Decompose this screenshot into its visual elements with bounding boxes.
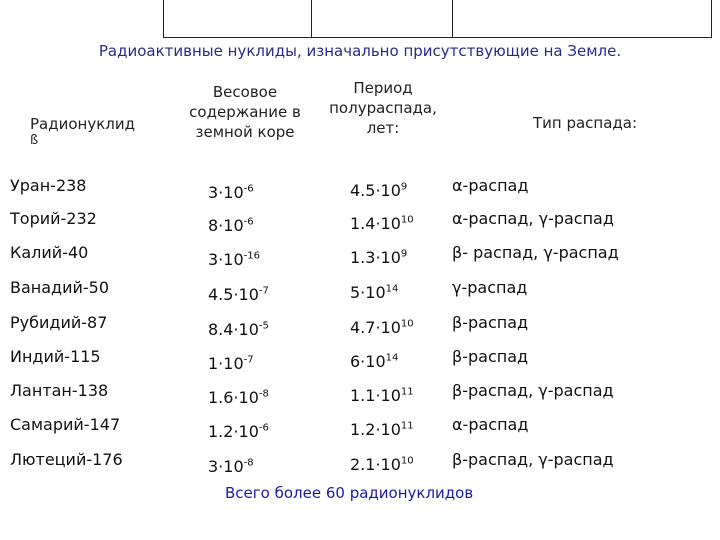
content-value [208, 285, 269, 304]
content-value [208, 388, 269, 407]
nuclide-name: Уран-238 [10, 176, 87, 195]
nuclide-name: Рубидий-87 [10, 313, 108, 332]
half-life-value [350, 248, 407, 267]
half-life-base: 4.5·10 [350, 181, 401, 200]
content-value [208, 457, 254, 476]
decay-type: β-распад, γ-распад [452, 381, 614, 400]
page-title: Радиоактивные нуклиды, изначально присутствующие на Земле. [98, 42, 622, 60]
content-value [208, 183, 254, 202]
content-base: 4.5·10 [208, 285, 259, 304]
half-life-exponent: 10 [400, 455, 414, 467]
content-base: 3·10 [208, 250, 244, 269]
half-life-base: 4.7·10 [350, 318, 401, 337]
decay-type: α-распад [452, 415, 529, 434]
decay-type: α-распад, γ-распад [452, 209, 614, 228]
content-base: 8·10 [208, 216, 244, 235]
content-exponent: -5 [258, 320, 269, 332]
nuclide-name: Ванадий-50 [10, 278, 110, 297]
content-exponent: -8 [243, 457, 254, 469]
top-table-cell-1 [163, 0, 312, 38]
nuclide-name: Индий-115 [10, 347, 101, 366]
half-life-base: 6·10 [350, 352, 386, 371]
header-nuclide-glyph: ß [30, 133, 39, 148]
content-base: 1.2·10 [208, 422, 259, 441]
nuclide-name: Калий-40 [10, 243, 89, 262]
half-life-exponent: 11 [400, 386, 414, 398]
content-base: 1·10 [208, 354, 244, 373]
content-exponent: -8 [258, 388, 269, 400]
decay-type: γ-распад [452, 278, 528, 297]
half-life-base: 1.1·10 [350, 386, 401, 405]
content-exponent: -7 [243, 354, 254, 366]
half-life-exponent: 10 [400, 318, 414, 330]
decay-type: β- распад, γ-распад [452, 243, 619, 262]
half-life-exponent: 9 [400, 181, 408, 193]
header-content: Весовое содержание в земной коре [189, 83, 301, 141]
half-life-base: 1.3·10 [350, 248, 401, 267]
nuclide-name: Лютеций-176 [10, 450, 123, 469]
decay-type: β-распад [452, 313, 529, 332]
content-exponent: -6 [258, 422, 269, 434]
content-value [208, 320, 269, 339]
table-row [0, 381, 720, 411]
nuclide-name: Торий-232 [10, 209, 97, 228]
content-exponent: -6 [243, 216, 254, 228]
half-life-exponent: 10 [400, 214, 414, 226]
content-exponent: -6 [243, 183, 254, 195]
half-life-value [350, 181, 407, 200]
half-life-value [350, 283, 398, 302]
table-row [0, 450, 720, 480]
table-row [0, 347, 720, 377]
decay-type: β-распад [452, 347, 529, 366]
content-exponent: -16 [243, 250, 260, 262]
half-life-exponent: 9 [400, 248, 408, 260]
decay-type: β-распад, γ-распад [452, 450, 614, 469]
table-row [0, 278, 720, 308]
table-row [0, 176, 720, 206]
content-exponent: -7 [258, 285, 269, 297]
half-life-base: 1.4·10 [350, 214, 401, 233]
half-life-base: 1.2·10 [350, 420, 401, 439]
footer-note: Всего более 60 радионуклидов [225, 484, 474, 502]
content-value [208, 354, 254, 373]
content-base: 8.4·10 [208, 320, 259, 339]
table-row [0, 243, 720, 273]
content-value [208, 422, 269, 441]
half-life-value [350, 318, 414, 337]
half-life-base: 2.1·10 [350, 455, 401, 474]
nuclide-name: Самарий-147 [10, 415, 121, 434]
half-life-exponent: 14 [385, 352, 399, 364]
content-base: 3·10 [208, 457, 244, 476]
half-life-value [350, 214, 414, 233]
half-life-value [350, 386, 414, 405]
header-half-life: Период полураспада, лет: [329, 79, 437, 137]
half-life-exponent: 14 [385, 283, 399, 295]
nuclide-name: Лантан-138 [10, 381, 109, 400]
table-row [0, 313, 720, 343]
half-life-value [350, 455, 414, 474]
content-value [208, 216, 254, 235]
half-life-value [350, 420, 414, 439]
header-decay-type: Тип распада: [532, 114, 638, 132]
header-nuclide-label: Радионуклид [30, 115, 135, 133]
half-life-base: 5·10 [350, 283, 386, 302]
top-table-cell-2 [311, 0, 453, 38]
half-life-value [350, 352, 398, 371]
top-table-cell-3 [452, 0, 712, 38]
decay-type: α-распад [452, 176, 529, 195]
table-row [0, 209, 720, 239]
half-life-exponent: 11 [400, 420, 414, 432]
header-nuclide [30, 114, 135, 148]
content-value [208, 250, 260, 269]
content-base: 3·10 [208, 183, 244, 202]
table-row [0, 415, 720, 445]
content-base: 1.6·10 [208, 388, 259, 407]
